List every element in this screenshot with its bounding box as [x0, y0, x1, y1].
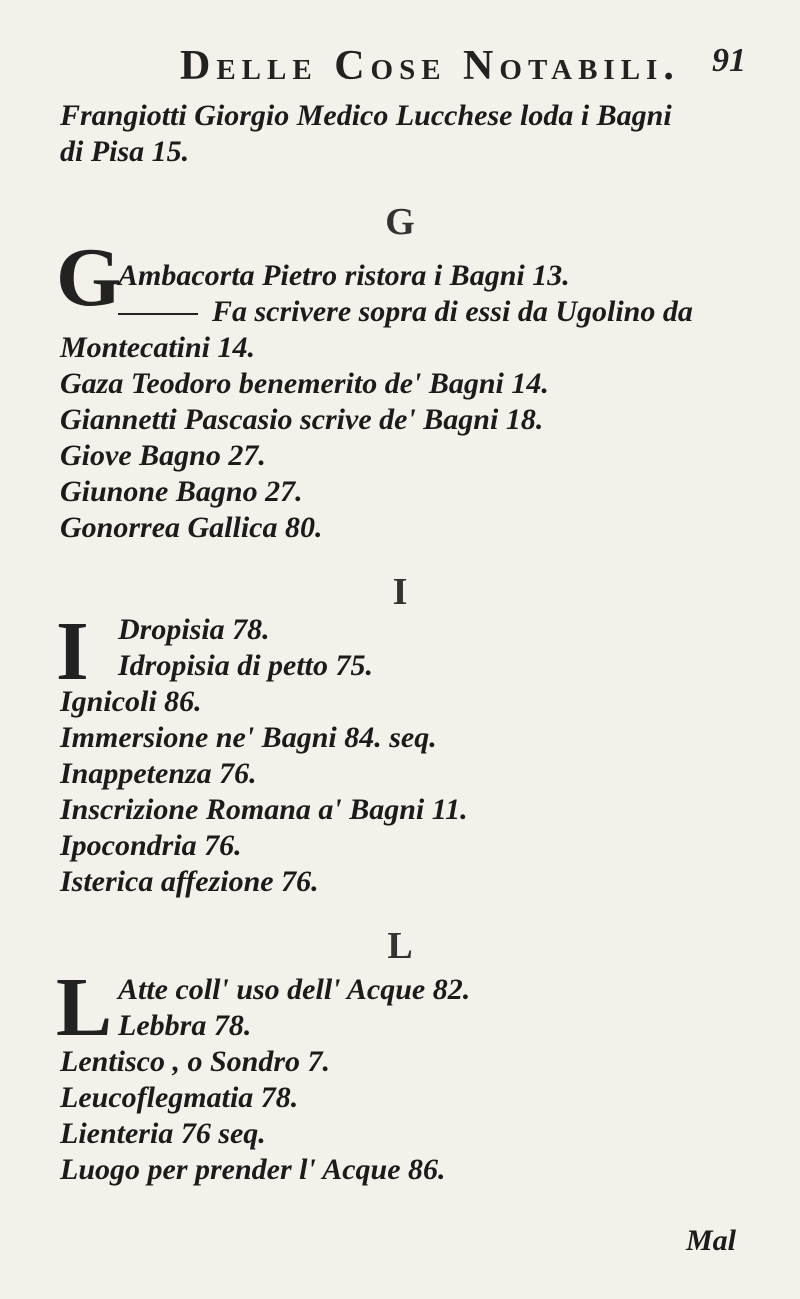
section-heading-l: L: [387, 925, 413, 967]
drop-cap-g: G: [56, 231, 122, 324]
index-entry: Idropisia di petto 75.: [118, 649, 374, 682]
index-entry: Ignicoli 86.: [60, 685, 202, 718]
index-entry: Giannetti Pascasio scrive de' Bagni 18.: [60, 403, 544, 436]
section-heading-i: I: [392, 571, 408, 613]
index-entry: Gaza Teodoro benemerito de' Bagni 14.: [60, 367, 549, 400]
index-entry: Giove Bagno 27.: [60, 439, 266, 472]
index-entry: Lebbra 78.: [118, 1009, 252, 1042]
drop-cap-i: I: [56, 605, 89, 698]
index-entry: Atte coll' uso dell' Acque 82.: [118, 973, 471, 1006]
running-title: Delle Cose Notabili.: [180, 43, 680, 89]
index-entry-frangiotti-cont: di Pisa 15.: [60, 135, 190, 168]
index-entry: Isterica affezione 76.: [60, 865, 319, 898]
index-entry-frangiotti: Frangiotti Giorgio Medico Lucchese loda i Bagni: [60, 99, 672, 132]
index-entry-text: Fa scrivere sopra di essi da Ugolino da: [212, 295, 693, 328]
index-entry: Inscrizione Romana a' Bagni 11.: [60, 793, 468, 826]
index-entry: Montecatini 14.: [60, 331, 256, 364]
index-entry: Lentisco , o Sondro 7.: [60, 1045, 331, 1078]
index-entry: Immersione ne' Bagni 84. seq.: [60, 721, 437, 754]
index-entry: Lienteria 76 seq.: [60, 1117, 266, 1150]
index-entry: Inappetenza 76.: [60, 757, 257, 790]
section-heading-g: G: [385, 201, 415, 243]
page-header: [0, 42, 800, 92]
catchword: Mal: [686, 1224, 737, 1257]
index-entry: Leucoflegmatia 78.: [60, 1081, 299, 1114]
ditto-dash: [118, 313, 198, 315]
index-entry: Gonorrea Gallica 80.: [60, 511, 323, 544]
index-entry: Ipocondria 76.: [60, 829, 242, 862]
index-entry: [118, 294, 800, 330]
drop-cap-l: L: [56, 961, 113, 1054]
index-entry: Giunone Bagno 27.: [60, 475, 303, 508]
page-number: 91: [712, 42, 746, 79]
index-entry: Dropisia 78.: [118, 613, 270, 646]
index-entry: Ambacorta Pietro ristora i Bagni 13.: [118, 259, 570, 292]
index-entry: Luogo per prender l' Acque 86.: [60, 1153, 446, 1186]
